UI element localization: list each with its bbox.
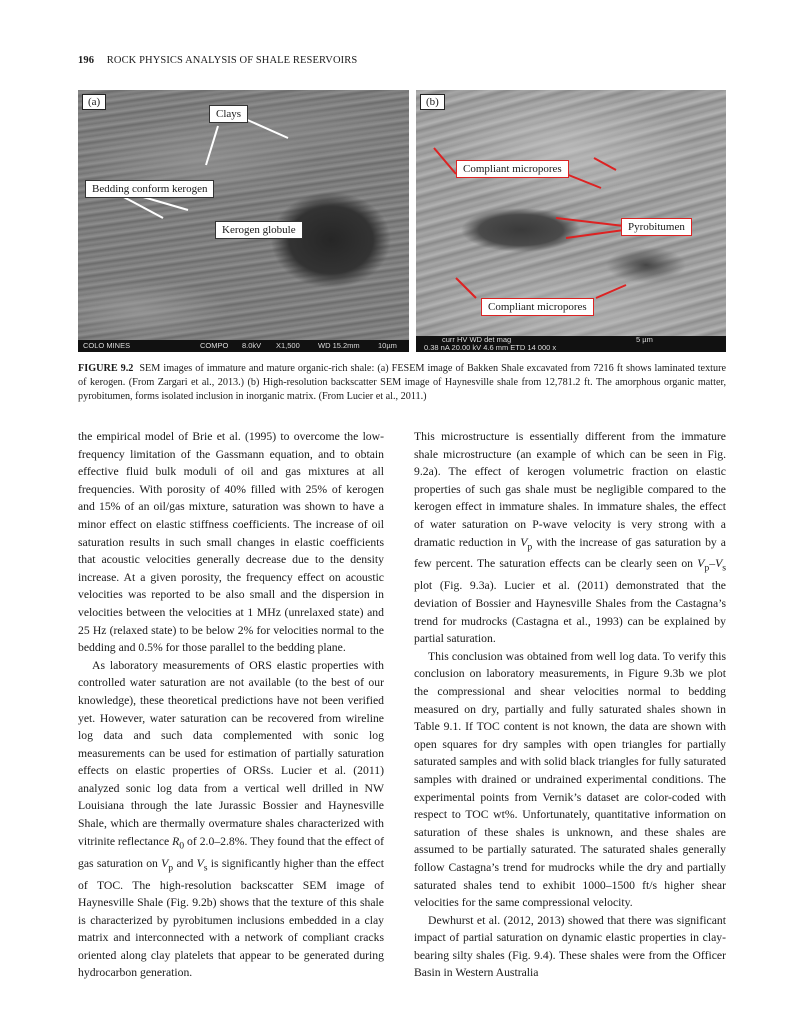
sem-mode: COMPO <box>200 341 229 350</box>
sem-scale-b: 5 µm <box>636 335 653 344</box>
panel-a-tag: (a) <box>82 94 106 110</box>
micropore-arrow-5 <box>596 285 626 298</box>
clays-arrow-2 <box>243 118 288 138</box>
figure-panel-b <box>416 90 726 352</box>
right-paragraph-2: This conclusion was obtained from well log data. To verify this conclusion on laboratory measurements, in Figure 9.3b we plot the compressional and shear velocities normal to bedding measured on dry, partially and fully saturated shales shown in Table 9.1. If TOC content is not known, the data are shown with open squares for dry samples with open triangles for partially saturated samples and with solid black triangles for fully saturated samples with drained or undrained experimental conditions. The experimental points from Vernik’s dataset are color-coded with respect to TOC wt%. Unfortunately, quantitative information on saturation of these shales is unknown, and these shales are assumed to be partially saturated. The saturated shales generally follow Castagna’s trend for mudrocks while the dry and partially saturated shales tend to exhibit 1000–1500 ft/s higher shear velocities for the same compressional velocity. <box>414 649 726 910</box>
micropore-arrow-4 <box>456 278 476 298</box>
label-bedding-conform-kerogen: Bedding conform kerogen <box>85 180 214 198</box>
running-title: ROCK PHYSICS ANALYSIS OF SHALE RESERVOIRS <box>106 55 358 66</box>
sem-values: 0.38 nA 20.00 kV 4.6 mm ETD 14 000 x <box>424 343 557 352</box>
pyrobitumen-arrow-2 <box>566 230 624 238</box>
micropore-arrow-1 <box>434 148 456 174</box>
sem-wd: WD 15.2mm <box>318 341 360 350</box>
label-compliant-micropores-top: Compliant micropores <box>456 160 569 178</box>
left-column <box>78 428 384 982</box>
sem-scale: 10µm <box>378 341 397 350</box>
right-paragraph-1: This microstructure is essentially different from the immature shale microstructure (an example of which can be seen in Fig. 9.2a). The effect of kerogen volumetric fraction on elastic properties of such gas shale must be negligible compared to the kerogen effect in immature shales. In immature shales, the effect of water saturation on P-wave velocity is very strong with a dramatic reduction in $V_p$ with the increase of gas saturation by a few percent. The saturation effects can be clearly seen on $V_p-V_s$ plot (Fig. 9.3a). Lucier et al. (2011) demonstrated that the deviation of Bossier and Haynesville Shales from the Castagna’s trend for mudrocks (Castagna et al., 1993) can be explained by partial saturation. <box>414 430 726 646</box>
pyrobitumen-arrow-1 <box>556 218 624 226</box>
label-kerogen-globule: Kerogen globule <box>215 221 303 239</box>
micropore-arrow-2 <box>566 174 601 188</box>
caption-text: SEM images of immature and mature organic-rich shale: (a) FESEM image of Bakken Shale excavated from 7216 ft shows laminated texture of kerogen. (From Zargari et al., 2013.) (b) High-resolution backscatter SEM image of Haynesville shale from 12,781.2 ft. The amorphous organic matter, pyrobitumen, forms isolated inclusion in inorganic matrix. (From Lucier et al., 2011.) <box>78 363 726 402</box>
label-clays: Clays <box>209 105 248 123</box>
sem-info-bar-a <box>78 340 409 352</box>
label-compliant-micropores-bottom: Compliant micropores <box>481 298 594 316</box>
figure-label: FIGURE 9.2 <box>78 363 134 374</box>
sem-info-bar-b <box>416 336 726 352</box>
left-paragraph-2: As laboratory measurements of ORS elastic properties with controlled water saturation are not available (to the best of our knowledge), these theoretical predictions have not been verified yet. However, water saturation can be recovered from wireline log data and such data complemented with sonic log measurements can be used for estimation of partially saturation effects on elastic properties of ORSs. Lucier et al. (2011) analyzed sonic log data from a vertical well drilled in NW Louisiana through the late Jurassic Bossier and Haynesville Shale, which are thermally overmature shales characterized with vitrinite reflectance $R_0$ of 2.0–2.8%. They found that the effect of gas saturation on $V_p$ and $V_s$ is significantly higher than the effect of TOC. The high-resolution backscatter SEM image of Haynesville Shale (Fig. 9.2b) shows that the texture of this shale is characterized by pyrobitumen inclusions embedded in a clay matrix and interconnected with a network of compliant cracks oriented along clay platelets that appear to be generated during hydrocarbon generation. <box>78 658 384 980</box>
sem-org: COLO MINES <box>83 341 131 350</box>
sem-kv: 8.0kV <box>242 341 262 350</box>
sem-mag: X1,500 <box>276 341 300 350</box>
figure-caption <box>78 362 726 404</box>
clays-arrow-1 <box>206 126 218 165</box>
micropore-arrow-3 <box>594 158 616 170</box>
running-head <box>78 55 357 66</box>
left-paragraph-1: the empirical model of Brie et al. (1995) to overcome the low-frequency limitation of the Gassmann equation, and to obtain effective fluid bulk moduli of oil and gas mixtures at all frequencies. With porosity of 40% filled with 25% of kerogen and 15% of an oil/gas mixture, saturation was shown to have a minor effect on elastic stiffness coefficients. The increase of oil saturation results in such small changes in elastic coefficients that acoustic velocities generally decrease due to the density increase. At a given porosity, the frequency effect on acoustic velocities was reported to be also small and the dispersion in velocities between the velocities at 1 MHz (unrelaxed state) and 25 Hz (relaxed state) to be below 2% for velocities normal to the bedding and 0.5% for those parallel to the bedding plane. <box>78 430 384 655</box>
page-number: 196 <box>78 55 95 66</box>
right-paragraph-3: Dewhurst et al. (2012, 2013) showed that there was significant impact of partial saturation on dynamic elastic properties in clay-bearing silty shales (Fig. 9.4). These shales were from the Officer Basin in Western Australia <box>414 913 726 980</box>
label-pyrobitumen: Pyrobitumen <box>621 218 692 236</box>
sem-params: curr HV WD det mag <box>442 335 512 344</box>
figure-panel-a <box>78 90 409 352</box>
right-column <box>414 428 726 982</box>
panel-b-tag: (b) <box>420 94 445 110</box>
